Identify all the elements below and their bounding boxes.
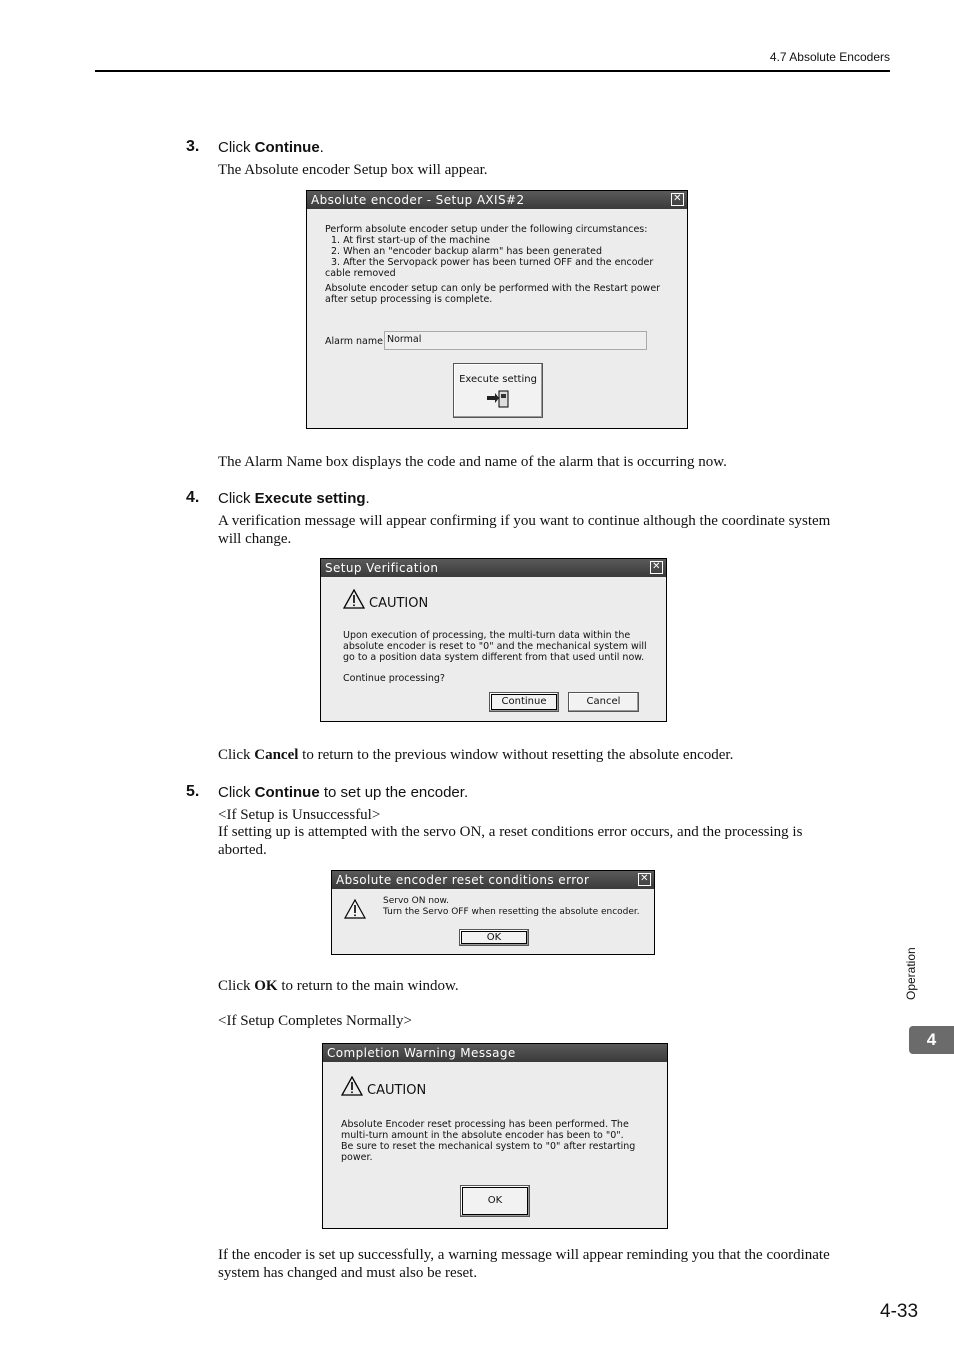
caution-label: CAUTION bbox=[369, 596, 429, 611]
error-line: Servo ON now. bbox=[383, 896, 449, 906]
subheading-unsuccessful: <If Setup is Unsuccessful> bbox=[218, 807, 381, 823]
paragraph-servo-on-1: If setting up is attempted with the servo ON, a reset conditions error occurs, and the processing is bbox=[218, 824, 803, 840]
paragraph-success-1: If the encoder is set up successfully, a warning message will appear reminding you that the coordinate bbox=[218, 1247, 830, 1263]
warning-icon bbox=[341, 1076, 363, 1096]
error-message bbox=[383, 896, 640, 918]
message-line: go to a position data system different from that used until now. bbox=[343, 652, 645, 663]
message-line: power. bbox=[341, 1152, 373, 1163]
step-3-bold: Continue bbox=[254, 139, 320, 156]
dialog-title: Absolute encoder reset conditions error bbox=[336, 873, 590, 887]
paragraph-verification-2: will change. bbox=[218, 531, 292, 547]
step-5-bold: Continue bbox=[254, 784, 320, 801]
alarm-name-label: Alarm name bbox=[325, 336, 383, 347]
message-line: multi-turn amount in the absolute encoder has been to "0". bbox=[341, 1130, 624, 1141]
step-number-4: 4. bbox=[186, 489, 200, 506]
instruction-line: after setup processing is complete. bbox=[325, 294, 493, 305]
caution-heading bbox=[343, 589, 428, 611]
section-header: 4.7 Absolute Encoders bbox=[769, 50, 890, 64]
paragraph-alarm-name: The Alarm Name box displays the code and name of the alarm that is occurring now. bbox=[218, 454, 727, 470]
instruction-line: Absolute encoder setup can only be performed with the Restart power bbox=[325, 283, 661, 294]
completion-warning-dialog bbox=[322, 1043, 668, 1229]
step-3-post: . bbox=[319, 139, 324, 156]
side-label-operation: Operation bbox=[904, 947, 918, 1000]
completion-message bbox=[341, 1119, 641, 1163]
dialog-title-bar bbox=[332, 871, 654, 889]
execute-setting-label: Execute setting bbox=[459, 374, 537, 385]
cancel-text-pre: Click bbox=[218, 747, 255, 763]
step-4-instruction bbox=[218, 490, 370, 507]
message-line: Upon execution of processing, the multi-turn data within the bbox=[343, 630, 631, 641]
close-icon[interactable]: ✕ bbox=[650, 561, 663, 574]
ok-button[interactable]: OK bbox=[459, 929, 529, 946]
cancel-text-bold: Cancel bbox=[254, 747, 299, 763]
ok-text-post: to return to the main window. bbox=[277, 978, 459, 994]
paragraph-setup-box: The Absolute encoder Setup box will appear. bbox=[218, 162, 488, 178]
verification-message bbox=[343, 630, 653, 684]
step-number-3: 3. bbox=[186, 138, 200, 155]
cancel-button[interactable]: Cancel bbox=[568, 692, 639, 712]
dialog-title-bar bbox=[307, 191, 687, 209]
cancel-text-post: to return to the previous window without resetting the absolute encoder. bbox=[298, 747, 734, 763]
page-number: 4-33 bbox=[880, 1301, 919, 1322]
dialog-title-bar bbox=[323, 1044, 667, 1062]
encoder-execute-icon bbox=[485, 388, 511, 410]
instruction-line: 3. After the Servopack power has been turned OFF and the encoder bbox=[331, 257, 654, 268]
chapter-tab: 4 bbox=[909, 1026, 954, 1054]
instruction-line: 2. When an "encoder backup alarm" has been generated bbox=[331, 246, 602, 257]
dialog-title: Completion Warning Message bbox=[327, 1046, 516, 1060]
setup-instructions bbox=[325, 224, 665, 305]
step-5-pre: Click bbox=[218, 784, 255, 801]
step-5-instruction bbox=[218, 784, 468, 801]
ok-text-bold: OK bbox=[254, 978, 278, 994]
continue-question: Continue processing? bbox=[343, 673, 445, 684]
caution-heading bbox=[341, 1076, 426, 1098]
step-4-pre: Click bbox=[218, 490, 255, 507]
setup-verification-dialog bbox=[320, 558, 667, 722]
message-line: Be sure to reset the mechanical system to "0" after restarting bbox=[341, 1141, 636, 1152]
caution-label: CAUTION bbox=[367, 1083, 427, 1098]
header-rule bbox=[95, 70, 890, 72]
subheading-completes-normally: <If Setup Completes Normally> bbox=[218, 1013, 412, 1029]
instruction-line: 1. At first start-up of the machine bbox=[331, 235, 490, 246]
execute-setting-button[interactable] bbox=[453, 363, 543, 418]
step-4-post: . bbox=[365, 490, 370, 507]
paragraph-verification-1: A verification message will appear confirming if you want to continue although the coordinate system bbox=[218, 513, 831, 529]
paragraph-success-2: system has changed and must also be reset. bbox=[218, 1265, 478, 1281]
absolute-encoder-setup-dialog bbox=[306, 190, 688, 429]
warning-icon bbox=[344, 899, 366, 919]
close-icon[interactable]: ✕ bbox=[671, 193, 684, 206]
warning-icon bbox=[343, 589, 365, 609]
paragraph-click-ok bbox=[218, 977, 459, 995]
instruction-line: Perform absolute encoder setup under the following circumstances: bbox=[325, 224, 648, 235]
dialog-title: Absolute encoder - Setup AXIS#2 bbox=[311, 193, 525, 207]
reset-conditions-error-dialog bbox=[331, 870, 655, 955]
error-line: Turn the Servo OFF when resetting the absolute encoder. bbox=[383, 907, 640, 917]
paragraph-cancel bbox=[218, 746, 733, 764]
instruction-line: cable removed bbox=[325, 268, 396, 279]
close-icon[interactable]: ✕ bbox=[638, 873, 651, 886]
dialog-title: Setup Verification bbox=[325, 561, 439, 575]
step-3-instruction bbox=[218, 139, 324, 156]
step-number-5: 5. bbox=[186, 783, 200, 800]
ok-text-pre: Click bbox=[218, 978, 255, 994]
message-line: Absolute Encoder reset processing has been performed. The bbox=[341, 1119, 629, 1130]
alarm-name-field[interactable]: Normal bbox=[384, 331, 647, 350]
paragraph-servo-on-2: aborted. bbox=[218, 842, 267, 858]
step-5-post: to set up the encoder. bbox=[319, 784, 469, 801]
step-3-pre: Click bbox=[218, 139, 255, 156]
message-line: absolute encoder is reset to "0" and the mechanical system will bbox=[343, 641, 647, 652]
dialog-title-bar bbox=[321, 559, 666, 577]
step-4-bold: Execute setting bbox=[254, 490, 366, 507]
continue-button[interactable]: Continue bbox=[489, 692, 559, 712]
ok-button[interactable]: OK bbox=[460, 1185, 530, 1217]
